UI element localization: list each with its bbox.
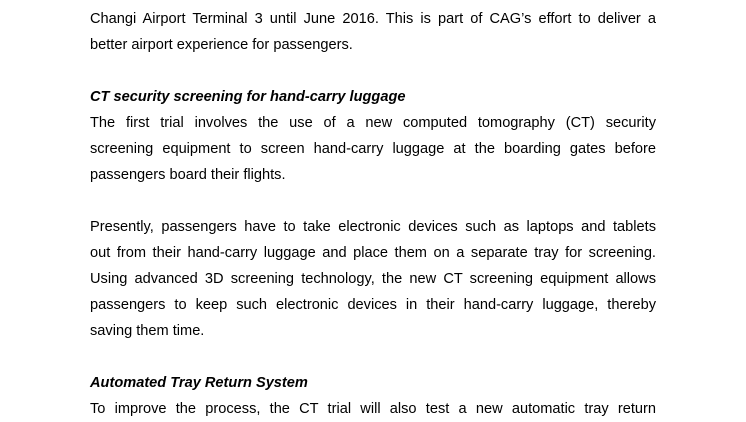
paragraph-spacer xyxy=(90,344,656,370)
document-page xyxy=(90,6,656,422)
intro-line-1: Changi Airport Terminal 3 until June 2016. This is part of CAG’s effort to deliver a xyxy=(90,11,656,27)
ct-p1-line-1: The first trial involves the use of a new computed tomography (CT) security xyxy=(90,115,656,131)
section-heading-tray-return: Automated Tray Return System xyxy=(90,375,308,391)
ct-p2-line-2: out from their hand-carry luggage and place them on a separate tray for screening. xyxy=(90,245,656,261)
ct-p2-line-1: Presently, passengers have to take electronic devices such as laptops and tablets xyxy=(90,219,656,235)
paragraph-spacer xyxy=(90,58,656,84)
ct-paragraph-1 xyxy=(90,110,656,188)
ct-paragraph-2 xyxy=(90,214,656,344)
ct-p2-line-3: Using advanced 3D screening technology, the new CT screening equipment allows xyxy=(90,271,656,287)
ct-p2-line-5: saving them time. xyxy=(90,323,205,339)
section-heading-ct-screening: CT security screening for hand-carry luggage xyxy=(90,89,406,105)
tray-p1-line-1: To improve the process, the CT trial will also test a new automatic tray return xyxy=(90,401,656,417)
intro-paragraph xyxy=(90,6,656,58)
tray-paragraph-1 xyxy=(90,396,656,422)
paragraph-spacer xyxy=(90,188,656,214)
ct-p2-line-4: passengers to keep such electronic devices in their hand-carry luggage, thereby xyxy=(90,297,656,313)
ct-p1-line-2: screening equipment to screen hand-carry luggage at the boarding gates before xyxy=(90,141,656,157)
ct-p1-line-3: passengers board their flights. xyxy=(90,167,286,183)
intro-line-2: better airport experience for passengers. xyxy=(90,37,353,53)
